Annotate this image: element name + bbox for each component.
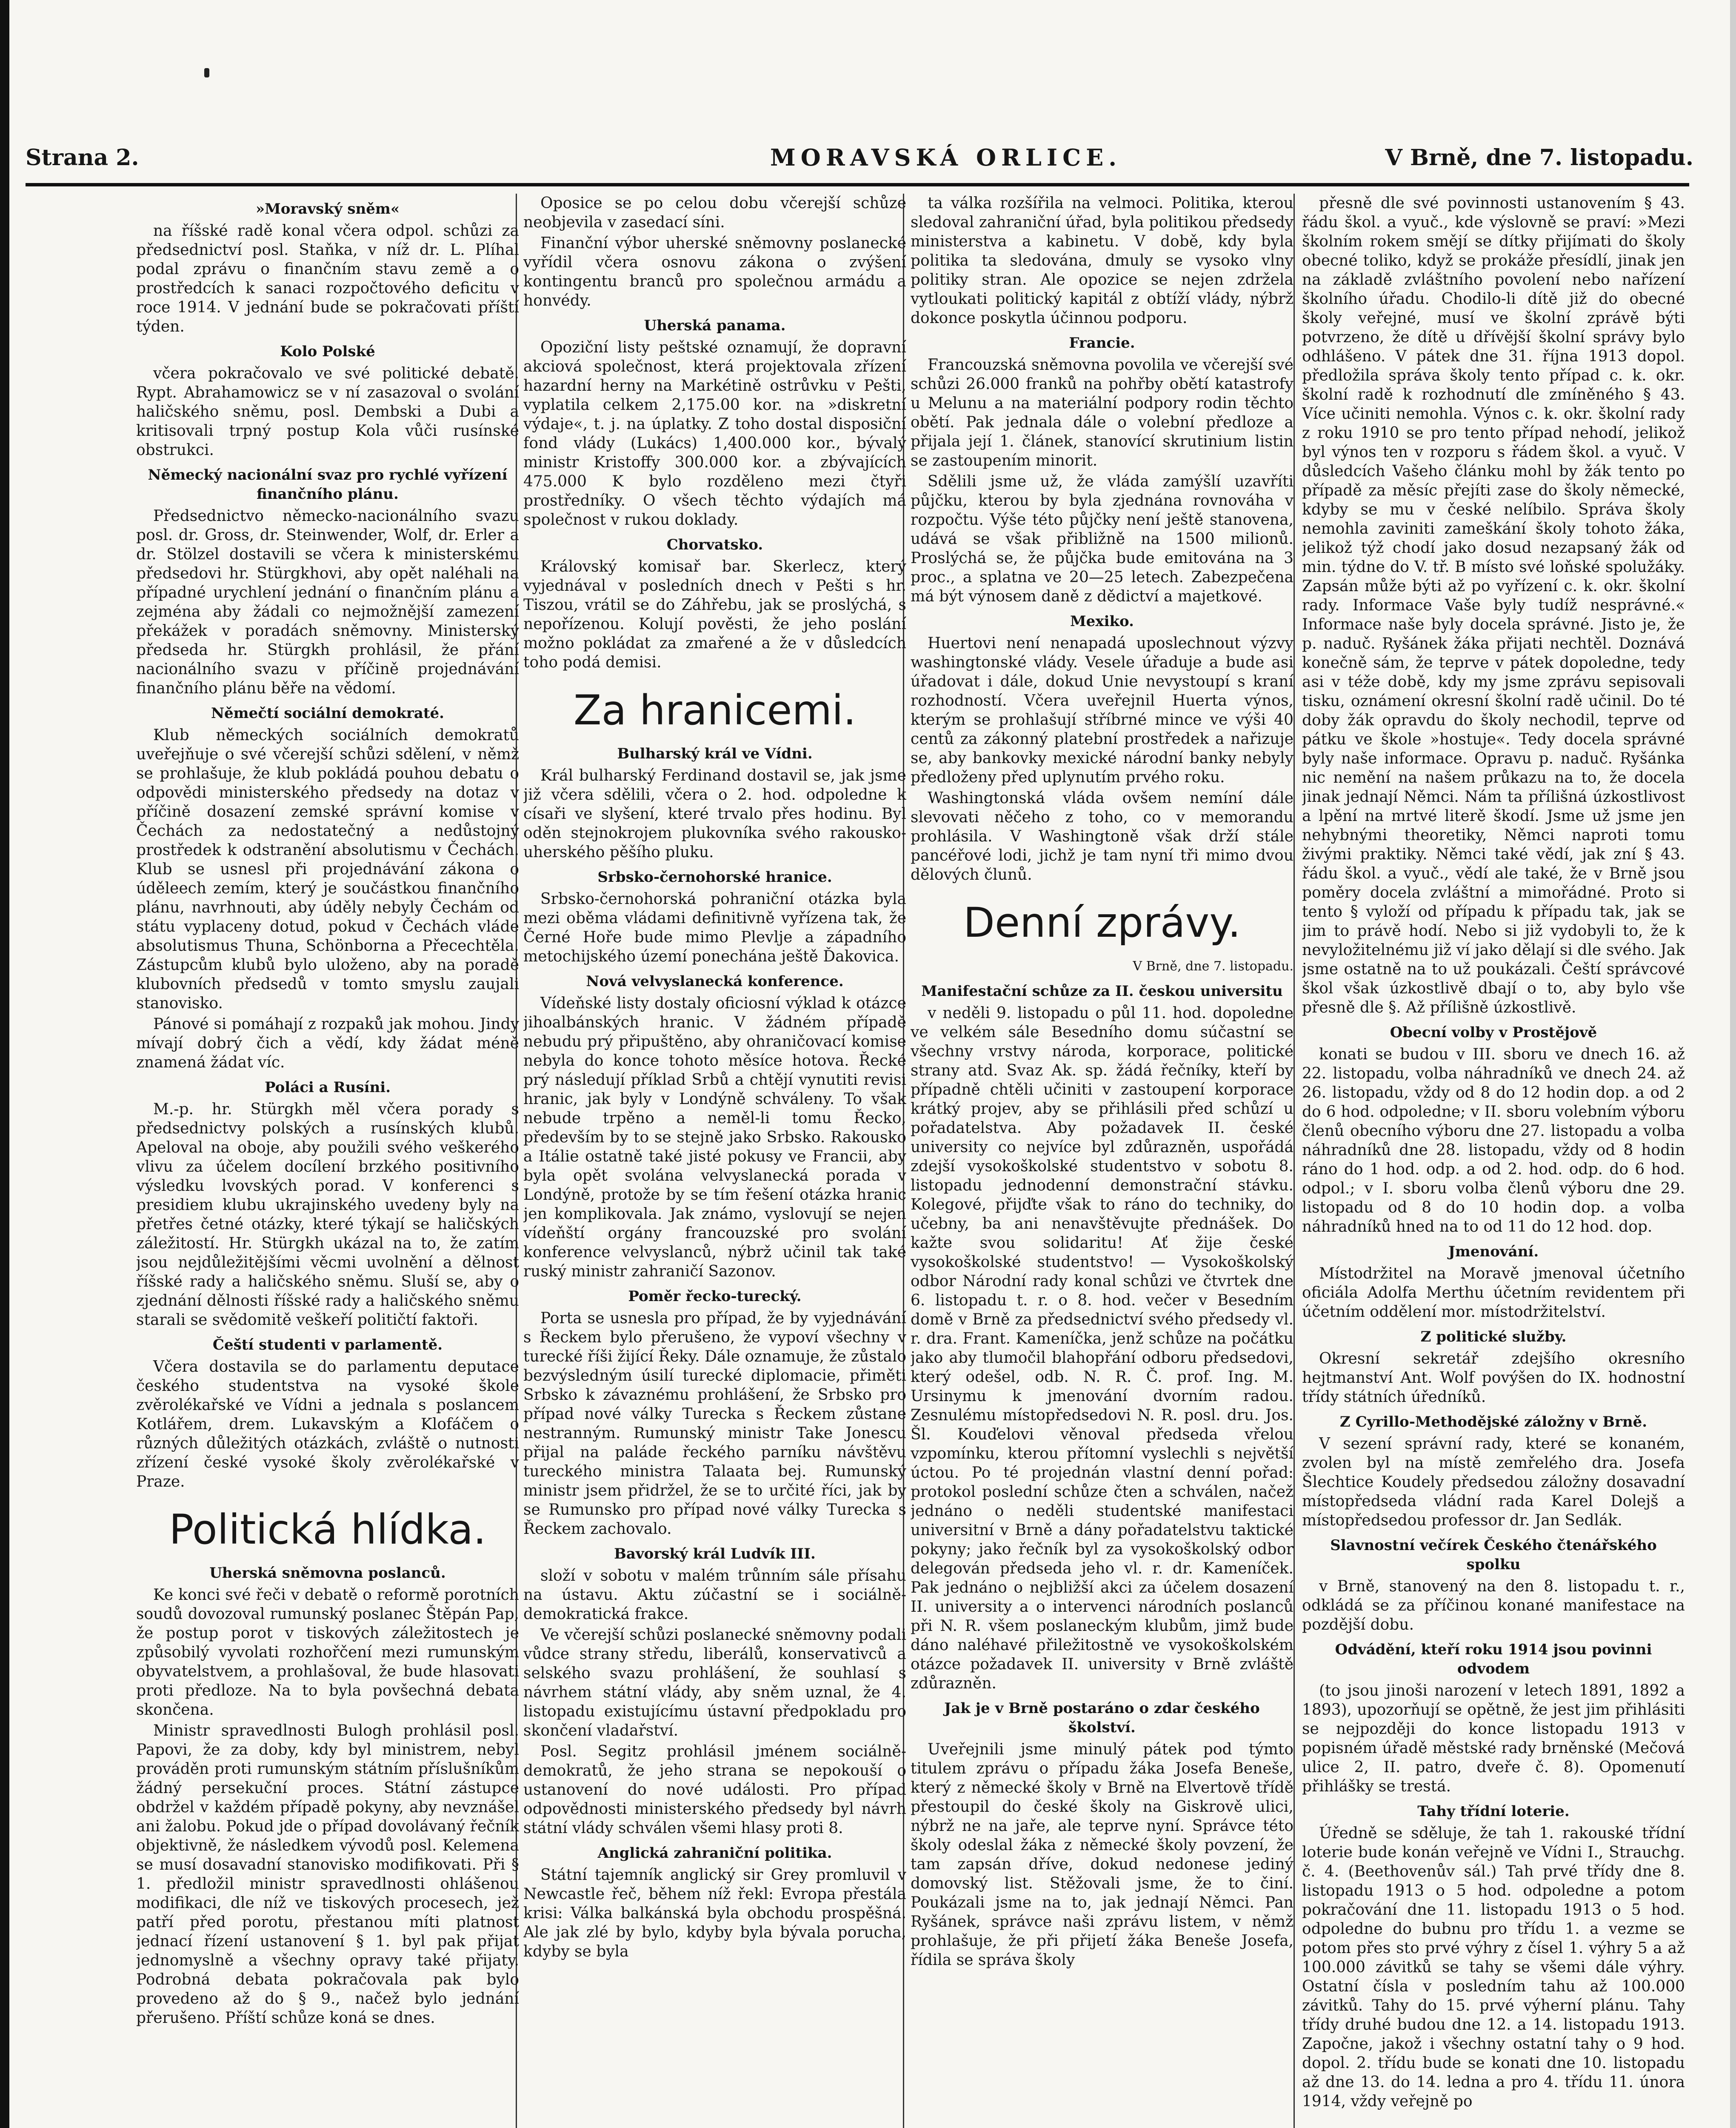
article-paragraph: v Brně, stanovený na den 8. listopadu t. r., odkládá se za příčinou konané manifestace na pozdější dobu. bbox=[1302, 1578, 1685, 1633]
article-subheading: Odvádění, kteří roku 1914 jsou povinni odvodem bbox=[1335, 1641, 1652, 1677]
article-subheading: Mexiko. bbox=[1070, 613, 1134, 630]
column-2 bbox=[523, 194, 906, 2128]
article-paragraph: Král bulharský Ferdinand dostavil se, jak jsme již včera sdělili, včera o 2. hod. odpoledne k císaři ve slyšení, které trvalo přes hodinu. Byl oděn stejnokrojem plukovníka svého rakousko-uherského pěšího pluku. bbox=[523, 767, 906, 861]
article-paragraph: Srbsko-černohorská pohraniční otázka byla mezi oběma vládami definitivně vyřízena tak, že Černé Hoře bude mimo Plevlje a západního metochijského území ponechána ještě Ďakovica. bbox=[523, 890, 906, 965]
article-subheading: Anglická zahraniční politika. bbox=[597, 1845, 832, 1862]
article-subheading: »Moravský sněm« bbox=[255, 200, 400, 217]
column-divider bbox=[1293, 194, 1295, 2128]
article-paragraph: ta válka rozšířila na velmoci. Politika, kterou sledoval zahraniční úřad, byla politikou předsedy ministerstva a kabinetu. V době, kdy byla politika ta sledována, dmuly se vysoko vlny politiky stran. Ale opozice se nejen zdržela vytloukati politický kapitál z obtíží vlády, nýbrž dokonce poskytla účinnou podporu. bbox=[911, 194, 1293, 327]
newspaper-title: MORAVSKÁ ORLICE. bbox=[770, 144, 1122, 171]
article-subheading: Srbsko-černohorské hranice. bbox=[597, 869, 832, 886]
article-paragraph: M.-p. hr. Stürgkh měl včera porady s předsednictvy polských a rusínských klubů. Apeloval na oboje, aby použili svého veškerého vlivu za účelem docílení brzkého positivního výsledku lvovských porad. V konferenci s presidiem klubu ukrajinského uvedeny byly na přetřes četné otázky, které týkají se haličských záležitostí. Hr. Stürgkh ukázal na to, že zatím jsou nejdůležitějšími věcmi uvolnění a dělnost říšské rady a haličského sněmu. Sluší se, aby o zjednání dělnosti říšské rady a haličského sněmu starali se svědomitě veškeří političtí faktoři. bbox=[136, 1101, 519, 1329]
article-paragraph: složí v sobotu v malém trůnním sále přísahu na ústavu. Aktu zúčastní se i sociálně-demokratická frakce. bbox=[523, 1567, 906, 1623]
article-paragraph: Finanční výbor uherské sněmovny poslanecké vyřídil včera osnovu zákona o zvýšení kontingentu branců pro společnou armádu a honvédy. bbox=[523, 235, 906, 309]
article-paragraph: Opoziční listy peštské oznamují, že dopravní akciová společnost, která projektovala zřízení hazardní herny na Markétině ostrůvku v Pešti, vyplatila celkem 2,175.00 kor. na »diskretní výdaje«, t. j. na úplatky. Z toho dostal disposiční fond vlády (Lukács) 1,400.000 kor., bývalý ministr Kristoffy 300.000 kor. a zbývajících 475.000 K bylo rozděleno mezi čtyři prostředníky. O všech těchto výdajích má společnost v rukou doklady. bbox=[523, 339, 906, 529]
article-subheading: Z politické služby. bbox=[1420, 1328, 1567, 1345]
article-subheading: Kolo Polské bbox=[280, 343, 375, 360]
header-rule bbox=[26, 183, 1689, 186]
article-paragraph: V sezení správní rady, které se konaném, zvolen byl na místě zemřelého dra. Josefa Šlechtice Koudely předsedou záložny dosavadní místopředseda vládní rada Karel Dolejš a místopředsedou professor dr. Jan Sedlák. bbox=[1302, 1435, 1685, 1529]
article-paragraph: Pánové si pomáhají z rozpaků jak mohou. Jindy mívají dobrý čich a vědí, kdy žádat méně znamená žádat víc. bbox=[136, 1015, 519, 1071]
article-subheading: Manifestační schůze za II. českou universitu bbox=[921, 983, 1283, 1000]
article-paragraph: Vídeňské listy dostaly oficiosní výklad k otázce jihoalbánských hranic. V žádném případě nebudu prý připuštěno, aby ohraničovací komise nebyla do konce tohoto měsíce hotova. Řecké prý následují příklad Srbů a chtějí vynutiti revisi hranic, jak byly v Londýně schváleny. To však nebude trpěno a neměl-li tomu Řecko, především by to se stejně jako Srbsko. Rakousko a Itálie ostatně také jisté pokusy ve Francii, aby byla opět svolána velvyslanecká porada v Londýně, protože by se tím řešení otázka hranic jen komplikovala. Jak známo, vyslovují se nejen vídeňští orgány francouzské pro svolání konference velvyslanců, nýbrž učinil tak také ruský ministr zahraničí Sazonov. bbox=[523, 995, 906, 1280]
section-dateline: V Brně, dne 7. listopadu. bbox=[1133, 959, 1293, 974]
article-paragraph: Washingtonská vláda ovšem nemíní dále slevovati něčeho z toho, co v memorandu prohlásila. V Washingtoně však drží stále pancéřové lodi, jichž je tam nyní tři mimo dvou dělových člunů. bbox=[911, 789, 1293, 884]
article-subheading: Jak je v Brně postaráno o zdar českého školství. bbox=[944, 1700, 1260, 1736]
article-subheading: Čeští studenti v parlamentě. bbox=[212, 1336, 443, 1353]
article-paragraph: Ministr spravedlnosti Bulogh prohlásil posl. Papovi, že za doby, kdy byl ministrem, nebyl prováděn proti rumunským státním příslušníkům žádný persekuční proces. Státní zástupce obdržel v každém případě pokyny, aby nevznášel ani žalobu. Pokud jde o případ dovolávaný řečník objektivně, že následkem vývodů posl. Kelemena se musí dosavadní stanovisko modifikovati. Při § 1. předložil ministr spravedlnosti ohlášenou modifikaci, dle níž ve tiskových procesech, jež patří před porotu, přestanou míti platnost jednací řízení ustanovení § 1. byl pak přijat jednomyslně a všechny opravy také přijaty. Podrobná debata pokračovala pak bylo provedeno až do § 9., načež bylo jednání přerušeno. Příští schůze koná se dnes. bbox=[136, 1722, 519, 2027]
page-header bbox=[26, 140, 1693, 179]
article-subheading: Bavorský král Ludvík III. bbox=[614, 1545, 816, 1562]
article-paragraph: Sdělili jsme už, že vláda zamýšlí uzavříti půjčku, kterou by byla zjednána rovnováha v rozpočtu. Výše této půjčky není ještě stanovena, udává se však přibližně na 1500 milionů. Proslýchá se, že půjčka bude emitována na 3 proc., a splatna ve 20—25 letech. Zabezpečena má být výnosem daně z dědictví a majetkové. bbox=[911, 473, 1293, 605]
article-subheading: Bulharský král ve Vídni. bbox=[617, 745, 813, 762]
article-subheading: Tahy třídní loterie. bbox=[1417, 1803, 1570, 1820]
article-paragraph: Francouzská sněmovna povolila ve včerejší své schůzi 26.000 franků na pohřby obětí katastrofy u Melunu a na materiální podpory rodin těchto obětí. Pak jednala dále o volební předloze a přijala její 1. článek, stanovící skrutinium listin se zastoupením minorit. bbox=[911, 356, 1293, 469]
section-heading: Politická hlídka. bbox=[169, 1506, 486, 1553]
article-subheading: Francie. bbox=[1069, 335, 1135, 352]
article-paragraph: Místodržitel na Moravě jmenoval účetního oficiála Adolfa Merthu účetním revidentem při účetním oddělení mor. místodržitelství. bbox=[1302, 1265, 1685, 1321]
scan-edge-right bbox=[1730, 0, 1736, 2128]
page-number: Strana 2. bbox=[26, 145, 139, 171]
article-paragraph: včera pokračovalo ve své politické debatě. Rypt. Abrahamowicz se v ní zasazoval o svolání haličského sněmu, posl. Dembski a Dubi a kritisovali trpný postup Kola vůči rusínské obstrukci. bbox=[136, 365, 519, 459]
article-paragraph: Okresní sekretář zdejšího okresního hejtmanství Ant. Wolf povýšen do IX. hodnostní třídy státních úředníků. bbox=[1302, 1350, 1685, 1406]
article-paragraph: Oposice se po celou dobu včerejší schůze neobjevila v zasedací síni. bbox=[523, 194, 906, 231]
article-paragraph: Posl. Segitz prohlásil jménem sociálně-demokratů, že jeho strana se nepokouší o ustanovení do nové události. Pro případ odpovědnosti ministerského předsedy byl návrh státní vlády schválen všemi hlasy proti 8. bbox=[523, 1743, 906, 1837]
article-subheading: Z Cyrillo-Methodějské záložny v Brně. bbox=[1339, 1413, 1647, 1430]
article-paragraph: Královský komisař bar. Skerlecz, který vyjednával v posledních dnech v Pešti s hr. Tiszou, vrátil se do Záhřebu, jak se proslýchá, s nepořízenou. Kolují pověsti, že jeho poslání možno pokládat za zmařené a že v důsledcích toho podá demisi. bbox=[523, 558, 906, 671]
article-paragraph: Včera dostavila se do parlamentu deputace českého studentstva na vysoké škole zvěrolékařské ve Vídni a jednala s poslancem Kotlářem, drem. Lukavským a Klofáčem o různých důležitých otázkách, zvláště o nutnosti zřízení české vysoké školy zvěrolékařské v Praze. bbox=[136, 1358, 519, 1490]
scan-edge-left bbox=[0, 0, 9, 2128]
article-paragraph: Úředně se sděluje, že tah 1. rakouské třídní loterie bude konán veřejně ve Vídni I., Strauchg. č. 4. (Beethovenův sál.) Tah prvé třídy dne 8. listopadu 1913 o 5 hod. odpoledne a potom pokračování dne 11. listopadu 1913 o 5 hod. odpoledne do bubnu pro třídu 1. a vezme se potom přes sto prvé výhry z čísel 1. výhry 5 a až 100.000 závitků se tahy se všemi dále výhry. Ostatní čísla v posledním tahu až 100.000 závitků. Tahy do 15. prvé výherní plánu. Tahy třídy druhé budou dne 12. a 14. listopadu 1913. Započne, jakož i všechny ostatní tahy o 9 hod. dopol. 2. třídu bude se konati dne 10. listopadu až dne 13. do 14. ledna a pro 4. třídu 11. února 1914, vždy veřejně po bbox=[1302, 1825, 1685, 2110]
column-1 bbox=[136, 194, 519, 2128]
article-paragraph: Huertovi není nenapadá uposlechnout výzvy washingtonské vlády. Vesele úřaduje a bude asi úřadovat i dále, dokud Unie nevystoupí s kraní rozhodností. Včera uveřejnil Huerta výnos, kterým se prohlašují stříbrné mince ve výši 40 centů za zákonný platební prostředek a nařizuje se, aby bankovky mexické národní banky nebyly předloženy před uplynutím prvého roku. bbox=[911, 635, 1293, 786]
article-paragraph: Státní tajemník anglický sir Grey promluvil v Newcastle řeč, během níž řekl: Evropa přestála krisi: Válka balkánská byla obchodu prospěšná. Ale jak zlé by bylo, kdyby byla bývala porucha, kdyby se byla bbox=[523, 1866, 906, 1960]
article-subheading: Poláci a Rusíni. bbox=[264, 1079, 391, 1096]
article-paragraph: konati se budou v III. sboru ve dnech 16. až 22. listopadu, volba náhradníků ve dnech 24. až 26. listopadu, vždy od 8 do 12 hodin dop. a od 2 do 6 hod. odpoledne; v II. sboru volebním výboru členů obecního výboru dne 27. listopadu a volba náhradníků dne 28. listopadu, vždy od 8 hodin ráno do 1 hod. odp. a od 2. hod. odp. do 6 hod. odpol.; v I. sboru volba členů výboru dne 29. listopadu od 8 do 10 hodin dop. a volba náhradníků hned na to od 11 do 12 hod. dop. bbox=[1302, 1046, 1685, 1236]
article-paragraph: přesně dle své povinnosti ustanovením § 43. řádu škol. a vyuč., kde výslovně se praví: »Mezi školním rokem smějí se dítky přijímati do školy obecné toliko, když se prokáže přesídlí, jinak jen na základě zvláštního povolení nebo nařízení školního úřadu. Chodilo-li dítě již do obecné školy veřejné, musí ve školní zprávě býti potvrzeno, že dítě u dřívější školní správy bylo odhlášeno. V pátek dne 31. října 1913 dopol. předložila správa školy tento případ c. k. okr. školní radě k rozhodnutí dle zmíněného § 43. Více učiniti nemohla. Výnos c. k. okr. školní rady z roku 1910 se pro tento případ nehodí, jelikož byl výnos ten v rozporu s řádem škol. a vyuč. V důsledcích Vašeho článku mohl by žák tento po případě za měsíc přejíti zase do školy německé, kdyby se mu v české nelíbilo. Správa školy nemohla zaviniti zameškání školy tohoto žáka, jelikož týž chodí jako dosud nezapsaný žák od min. týdne do V. tř. B místo své loňské spolužáky. Zapsán může býti až po vyřízení c. k. okr. školní rady. Informace Vaše byly tudíž nesprávné.« Informace naše byly docela správné. Jisto je, že p. naduč. Ryšánek žáka přijati nechtěl. Doznává konečně sám, že teprve v pátek dopoledne, tedy asi v téže době, kdy my jsme zprávu sepisovali tisku, oznámení okresní školní radě učinil. Do té doby žák opravdu do školy nechodil, teprve od pátku ve škole »hostuje«. Tedy docela správné byly naše informace. Opravu p. naduč. Ryšánka nic nemění na našem průkazu na to, že docela jinak jednají Němci. Nám ta přílišná úzkostlivost a lpění na mrtvé literě škodí. Jsme už jsme jen nehybnými theoretiky, Němci naproti tomu živými praktiky. Němci také vědí, jak zní § 43. řádu škol. a vyuč., vědí ale také, že v Brně jsou poměry docela zvláštní a mimořádné. Proto si tento § vyloží od případu k případu tak, jak se jim to právě hodí. Nebo si již vydobyli to, že k nevyložitelnému již ví jako dělají si dle svého. Jak jsme ostatně na to už poukázali. Čeští správcové škol však úzkostlivě dbají o to, aby bylo vše přesně dle §. Až přílišně úzkostlivě. bbox=[1302, 194, 1685, 1016]
ink-mark bbox=[204, 68, 209, 77]
article-subheading: Německý nacionální svaz pro rychlé vyřízení finančního plánu. bbox=[148, 466, 508, 503]
article-subheading: Obecní volby v Prostějově bbox=[1390, 1024, 1597, 1041]
article-paragraph: Klub německých sociálních demokratů uveřejňuje o své včerejší schůzi sdělení, v němž se prohlašuje, že klub pokládá pouhou debatu o odpovědi ministerského předsedy na dotaz v příčině dosazení zemské správní komise v Čechách za nedostatečný a nedůstojný prostředek k odstranění absolutismu v Čechách. Klub se usnesl při projednávání zákona o úděleech zemím, který je součástkou finančního plánu, navrhnouti, aby úděly nebyly Čechám od státu vyplaceny dotud, pokud v Čechách vláde absolutismus Thuna, Schönborna a Přecechtěla. Zástupcům klubů bylo uloženo, aby na poradě klubovních předsedů v tomto smyslu zaujali stanovisko. bbox=[136, 726, 519, 1012]
article-subheading: Jmenování. bbox=[1448, 1243, 1539, 1260]
article-subheading: Nová velvyslanecká konference. bbox=[586, 973, 844, 990]
article-subheading: Poměr řecko-turecký. bbox=[628, 1288, 802, 1305]
article-subheading: Uherská sněmovna poslanců. bbox=[209, 1565, 446, 1582]
section-heading: Za hranicemi. bbox=[573, 686, 857, 734]
article-paragraph: Ke konci své řeči v debatě o reformě porotních soudů dovozoval rumunský poslanec Štěpán Pap, že postup porot v tiskových záležitostech je způsobilý vyvolati rozhořčení mezi rumunským obyvatelstvem, a prohlašoval, že bude hlasovati proti předloze. Na to byla povšechná debata skončena. bbox=[136, 1586, 519, 1719]
article-paragraph: v neděli 9. listopadu o půl 11. hod. dopoledne ve velkém sále Besedního domu súčastní se všechny vrstvy národa, korporace, politické strany atd. Svaz Ak. sp. žádá řečníky, kteří by případně chtěli učiniti v zastoupení korporace krátký projev, aby se přihlásili před schůzí u pořadatelstva. Aby požadavek II. české university co nejvíce byl zdůrazněn, uspořádá zdejší vysokoškolské studentstvo v sobotu 8. listopadu jednodenní demonstrační stávku. Kolegové, přijďte však to ráno do techniky, do učebny, ba ani nenavštěvujte přednášek. Do kažte svou solidaritu! Ať žije české vysokoškolské studentstvo! — Vysokoškolský odbor Národní rady konal schůzi ve čtvrtek dne 6. listopadu t. r. o 8. hod. večer v Besedním domě v Brně za předsednictví svého předsedy vl. r. dra. Frant. Kameníčka, jenž schůze na počátku jako aby tlumočil blahopřání odboru předsedovi, který odešel, odb. N. R. Č. prof. Ing. M. Ursinymu k jmenování dvorním radou. Zesnulému místopředsedovi N. R. posl. dru. Jos. Šl. Kouďelovi věnoval předseda vřelou vzpomínku, kterou přítomní vyslechli s největší úctou. Po té projednán vlastní denní pořad: protokol poslední schůze čten a schválen, načež jednáno o neděli studentské manifestaci universitní v Brně a dány pořadatelstvu taktické pokyny; jako řečník byl za vysokoškolský odbor delegován předseda jeho vl. r. dr. Kameníček. Pak jednáno o nejbližší akci za účelem dosazení II. university a o intervenci národních poslanců při N. R. všem poslaneckým klubům, jimž bude dáno naléhavé přiležitostně ve vysokoškolském otázce požadavek II. university v Brně zvláště zdůrazněn. bbox=[911, 1004, 1293, 1692]
article-subheading: Chorvatsko. bbox=[666, 536, 763, 553]
article-subheading: Slavnostní večírek Českého čtenářského spolku bbox=[1330, 1537, 1657, 1573]
article-paragraph: Předsednictvo německo-nacionálního svazu posl. dr. Gross, dr. Steinwender, Wolf, dr. Erler a dr. Stölzel dostavili se včera k ministerskému předsedovi hr. Stürgkhovi, aby opět naléhali na případné urychlení jednání o finančním plánu a zejména aby žádali co nejmožnější zamezení překážek v poradách sněmovny. Ministerský předseda hr. Stürgkh prohlásil, že přání nacionálního svazu v příčině projednávání finančního plánu běře na vědomí. bbox=[136, 507, 519, 697]
issue-date: V Brně, dne 7. listopadu. bbox=[1385, 145, 1693, 171]
article-paragraph: Uveřejnili jsme minulý pátek pod týmto titulem zprávu o případu žáka Josefa Beneše, který z německé školy v Brně na Elvertově třídě přestoupil do české školy na Giskrově ulici, nýbrž ne na jaře, ale teprve nyní. Správce této školy odeslal žáka z německé školy povzení, že tam zapsán dříve, dokud nedonese jediný domovský list. Stěžovali jsme, že to činí. Poukázali jsme na to, jak jednají Němci. Pan Ryšánek, správce naši zprávu listem, v němž prohlašuje, že při přijetí žáka Beneše Josefa, řídila se správa školy bbox=[911, 1741, 1293, 1969]
article-subheading: Němečtí sociální demokraté. bbox=[211, 705, 445, 722]
article-paragraph: na říšské radě konal včera odpol. schůzi za předsednictví posl. Staňka, v níž dr. L. Plíhal podal zprávu o finančním stavu země a o prostředcích k sanaci rozpočtového deficitu v roce 1914. V jednání bude se pokračovati příští týden. bbox=[136, 222, 519, 335]
section-heading: Denní zprávy. bbox=[963, 899, 1241, 947]
article-paragraph: Porta se usnesla pro případ, že by vyjednávání s Řeckem bylo přerušeno, že vypoví všechny v turecké říši žijící Řeky. Dále oznamuje, že zůstalo bezvýsledným úsilí turecké diplomacie, přiměti Srbsko k závaznému prohlášení, že Srbsko pro případ nové války Turecka s Řeckem zůstane nestranným. Rumunský ministr Take Jonescu přijal na paláde řeckého parníku návštěvu tureckého ministra Talaata bej. Rumunský ministr jsem přidržel, že se to určité říci, jak by se Rumunsko pro případ nové války Turecka s Řeckem zachovalo. bbox=[523, 1310, 906, 1538]
column-4 bbox=[1302, 194, 1685, 2128]
article-subheading: Uherská panama. bbox=[644, 317, 786, 334]
article-paragraph: Ve včerejší schůzi poslanecké sněmovny podali vůdce strany středu, liberálů, konservativců a selského svazu prohlášení, že souhlasí s návrhem státní vlády, aby sněm uznal, že 4. listopadu existujícímu ústavní předpokladu pro skončení vladařství. bbox=[523, 1626, 906, 1739]
article-paragraph: (to jsou jinoši narození v letech 1891, 1892 a 1893), upozorňují se opětně, že jest jim přihlásiti se nejpozději do konce listopadu 1913 v popisném úřadě městské rady brněnské (Mečová ulice 2, II. patro, dveře č. 8). Opomenutí přihlášky se trestá. bbox=[1302, 1682, 1685, 1795]
column-3 bbox=[911, 194, 1293, 2128]
